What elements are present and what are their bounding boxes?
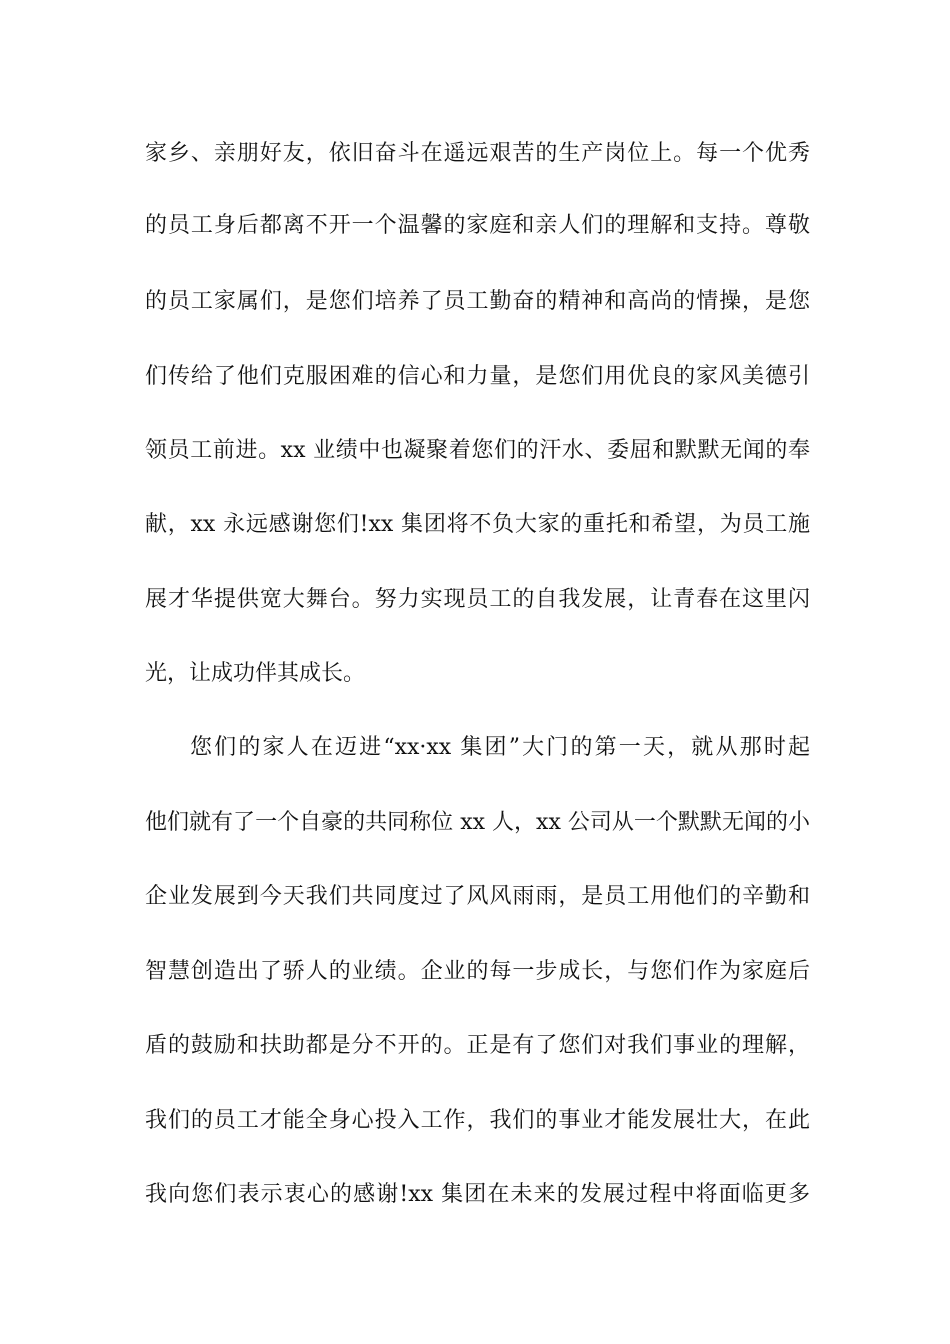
- paragraph-1-line-8: 光，让成功伴其成长。: [145, 661, 366, 686]
- paragraph-1-line-2: 的员工身后都离不开一个温馨的家庭和亲人们的理解和支持。尊敬: [145, 213, 810, 238]
- paragraph-2-line-1: 您们的家人在迈进“xx·xx 集团”大门的第一天，就从那时起: [190, 735, 810, 760]
- paragraph-1-line-1: 家乡、亲朋好友，依旧奋斗在遥远艰苦的生产岗位上。每一个优秀: [145, 141, 810, 166]
- paragraph-2-line-6: 我们的员工才能全身心投入工作，我们的事业才能发展壮大，在此: [145, 1108, 810, 1133]
- paragraph-2-line-7: 我向您们表示衷心的感谢!xx 集团在未来的发展过程中将面临更多: [145, 1182, 810, 1207]
- paragraph-2-line-3: 企业发展到今天我们共同度过了风风雨雨，是员工用他们的辛勤和: [145, 884, 810, 909]
- paragraph-2-line-5: 盾的鼓励和扶助都是分不开的。正是有了您们对我们事业的理解，: [145, 1033, 810, 1058]
- paragraph-2-line-4: 智慧创造出了骄人的业绩。企业的每一步成长，与您们作为家庭后: [145, 959, 810, 984]
- paragraph-1-line-3: 的员工家属们，是您们培养了员工勤奋的精神和高尚的情操，是您: [145, 289, 810, 314]
- paragraph-2-line-2: 他们就有了一个自豪的共同称位 xx 人，xx 公司从一个默默无闻的小: [145, 810, 810, 835]
- paragraph-1-line-4: 们传给了他们克服困难的信心和力量，是您们用优良的家风美德引: [145, 364, 810, 389]
- paragraph-1-line-6: 献，xx 永远感谢您们!xx 集团将不负大家的重托和希望，为员工施: [145, 512, 810, 537]
- paragraph-1-line-5: 领员工前进。xx 业绩中也凝聚着您们的汗水、委屈和默默无闻的奉: [145, 438, 810, 463]
- paragraph-1-line-7: 展才华提供宽大舞台。努力实现员工的自我发展，让青春在这里闪: [145, 587, 810, 612]
